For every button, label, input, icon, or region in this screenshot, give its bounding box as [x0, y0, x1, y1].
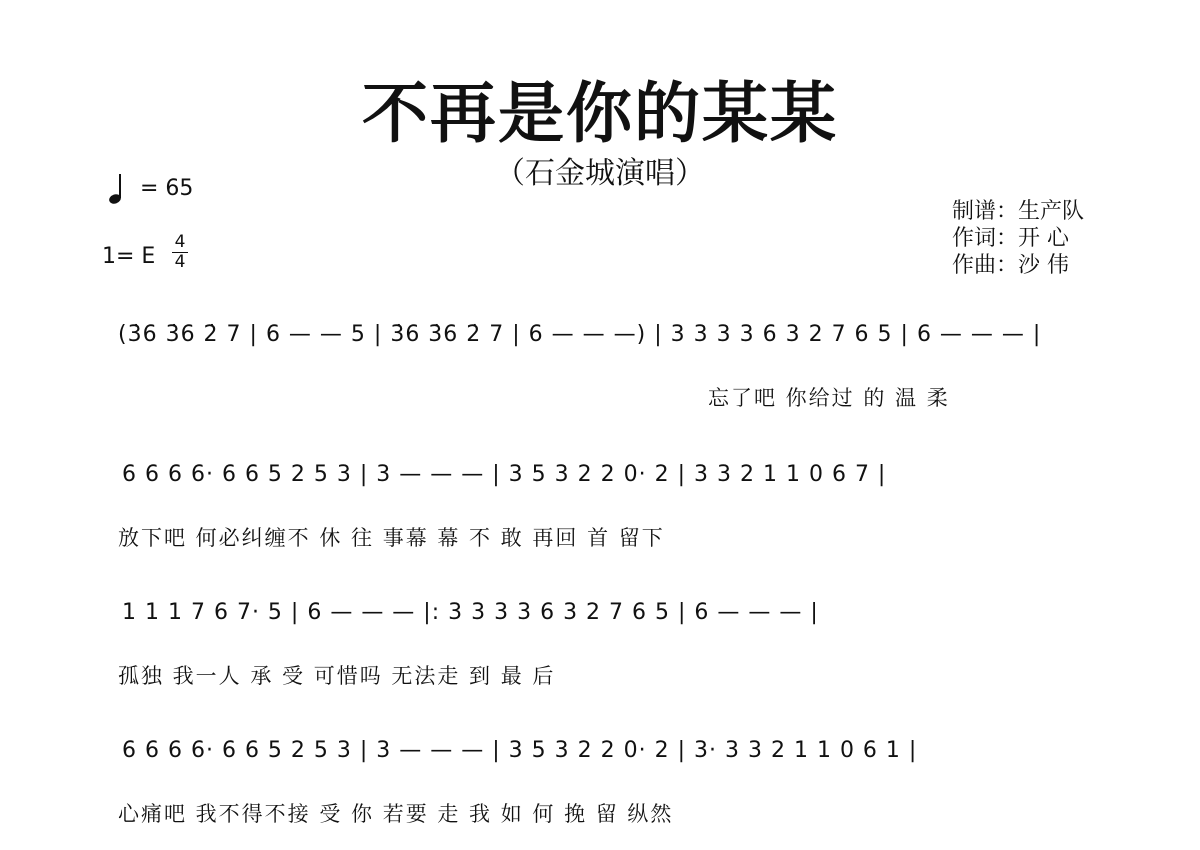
- staff-notes: 1 1 1 7 6 7· 5 | 6 — — — |: 3 3 3 3 6 3 2 7 6 5 | 6 — — — |: [122, 600, 819, 625]
- staff-lyrics: 忘了吧 你给过 的 温 柔: [708, 386, 950, 410]
- staff-notes: (3̇6 3̇6 2̇ 7 | 6 — — 5 | 3̇6 3̇6 2̇ 7 | 6 — — —) | 3 3 3 3 6 3 2 7 6 5 | 6 — — — |: [118, 322, 1042, 347]
- quarter-note-icon: [106, 172, 128, 208]
- staff-lyrics: 心痛吧 我不得不接 受 你 若要 走 我 如 何 挽 留 纵然: [118, 802, 674, 826]
- credit-arranger: 制谱：生产队: [952, 199, 1085, 224]
- time-signature: [172, 234, 188, 271]
- time-signature-top: 4: [174, 232, 186, 252]
- staff-lyrics: 放下吧 何必纠缠不 休 往 事幕 幕 不 敢 再回 首 留下: [118, 526, 665, 550]
- staff-notes: 6 6 6 6· 6 6 5 2 5 3 | 3 — — — | 3 5 3 2 2 0· 2 | 3 3 2 1 1 0 6 7 |: [122, 462, 887, 487]
- staff-line-2: [0, 462, 1200, 572]
- staff-line-4: [0, 738, 1200, 848]
- tempo-value: = 65: [140, 176, 194, 201]
- key-label: 1= E: [102, 244, 156, 269]
- credits: [952, 198, 1084, 279]
- staff-line-3: [0, 600, 1200, 710]
- staff-lyrics: 孤独 我一人 承 受 可惜吗 无法走 到 最 后: [118, 664, 556, 688]
- staff-notes: 6 6 6 6· 6 6 5 2 5 3 | 3 — — — | 3 5 3 2 2 0· 2 | 3· 3 3 2 1 1 0 6 1 |: [122, 738, 918, 763]
- song-title: 不再是你的某某: [362, 75, 838, 152]
- song-subtitle: （石金城演唱）: [495, 156, 705, 191]
- credit-composer: 作曲：沙 伟: [952, 253, 1070, 278]
- credit-lyricist: 作词：开 心: [952, 226, 1070, 251]
- staff-line-1: [0, 322, 1200, 432]
- time-signature-bottom: 4: [174, 252, 186, 272]
